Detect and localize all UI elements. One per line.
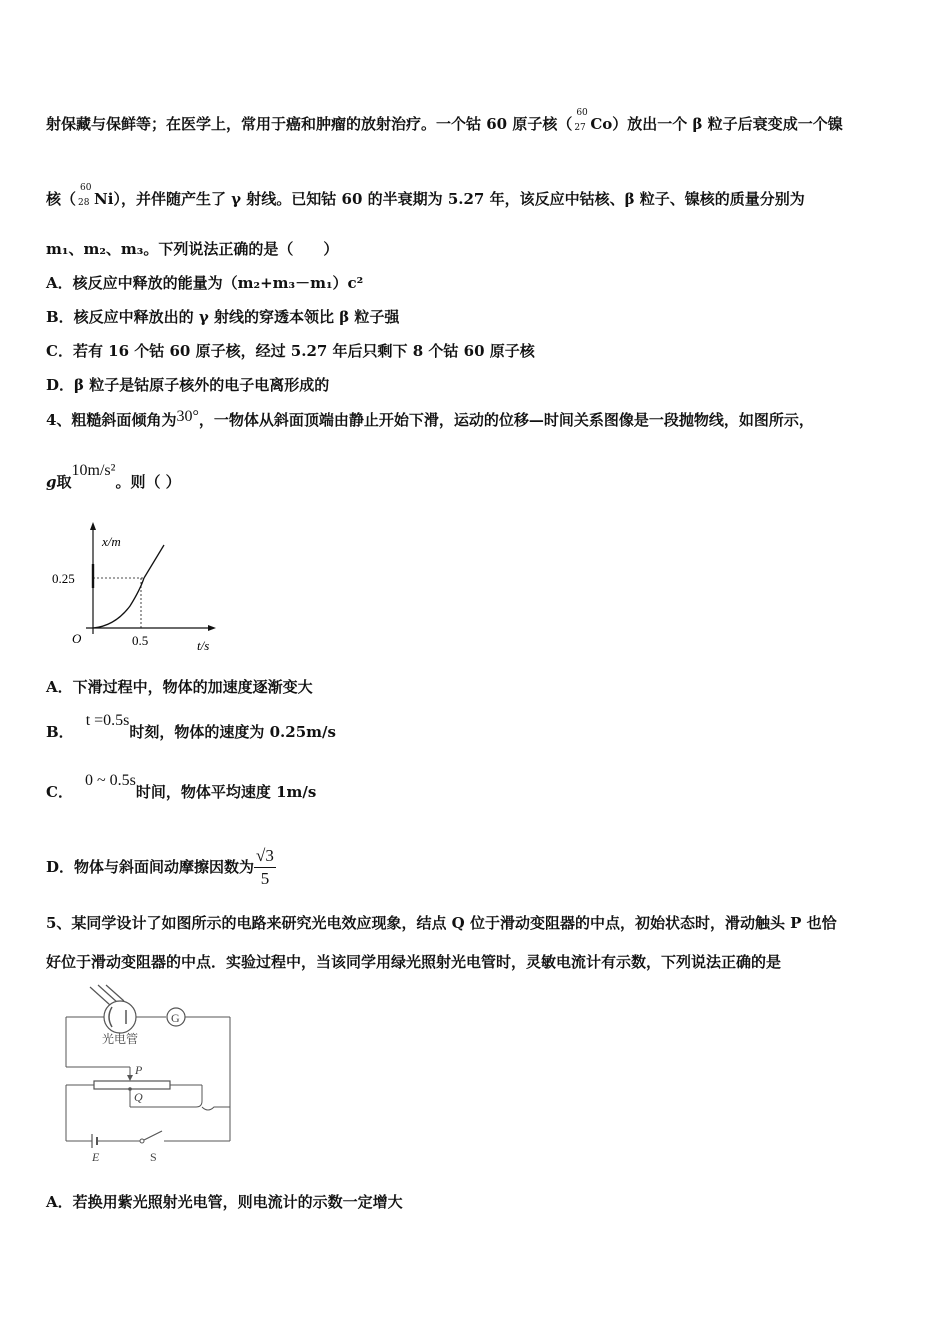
q4-option-a: A．下滑过程中，物体的加速度逐渐变大	[46, 678, 313, 696]
nickel-isotope	[76, 183, 94, 210]
wire-bridge	[202, 1107, 230, 1110]
parabola-curve	[93, 578, 144, 628]
ni-atomic-number: 28	[78, 198, 90, 208]
q4-angle: 30°	[176, 408, 199, 425]
cobalt-isotope	[572, 108, 590, 135]
q4-line1-text-a: 4、粗糙斜面倾角为	[46, 411, 177, 429]
q4-option-b	[46, 712, 336, 743]
fraction-denominator: 5	[260, 868, 270, 888]
y-axis-arrow	[90, 522, 96, 530]
q4-opt-d-text: D．物体与斜面间动摩擦因数为	[46, 858, 255, 876]
meter-label: G	[171, 1011, 180, 1025]
q4-line2-text-b: 。则（ ）	[115, 473, 181, 491]
s-label: S	[150, 1150, 157, 1163]
e-label: E	[92, 1150, 100, 1163]
q3-line1-text-a: 射保藏与保鲜等；在医学上，常用于癌和肿瘤的放射治疗。一个钴 60 原子核（	[46, 115, 573, 133]
q4-g-symbol: g	[46, 473, 57, 491]
q4-line-2	[46, 462, 181, 493]
q3-line-3: m₁、m₂、m₃。下列说法正确的是（ ）	[46, 240, 339, 258]
q3-option-c: C．若有 16 个钴 60 原子核，经过 5.27 年后只剩下 8 个钴 60 原子核	[46, 342, 535, 360]
light-ray	[106, 985, 124, 1001]
switch-pivot	[140, 1139, 144, 1143]
q3-option-b: B．核反应中释放出的 γ 射线的穿透本领比 β 粒子强	[46, 308, 400, 326]
extension-line	[144, 545, 164, 578]
q4-opt-c-math: 0 ~ 0.5s	[84, 772, 136, 789]
q4-opt-b-prefix: B．	[46, 723, 74, 741]
ni-mass-number: 60	[80, 183, 92, 193]
q3-line-1	[46, 108, 843, 135]
q3-line2-text-a: 核（	[46, 190, 77, 208]
x-tick-label: 0.5	[132, 633, 149, 648]
q3-line2-text-b: ），并伴随产生了 γ 射线。已知钴 60 的半衰期为 5.27 年，该反应中钴核、β 粒子、镍核的质量分别为	[113, 190, 805, 208]
switch-lever	[144, 1131, 162, 1140]
q4-opt-d-fraction	[254, 845, 276, 890]
origin-label: O	[72, 631, 82, 646]
q4-opt-c-text: 时间，物体平均速度 1m/s	[135, 783, 317, 801]
q3-option-a: A．核反应中释放的能量为（m₂+m₃－m₁）c²	[46, 274, 364, 292]
q4-opt-b-text: 时刻，物体的速度为 0.25m/s	[129, 723, 336, 741]
q5-line-1: 5、某同学设计了如图所示的电路来研究光电效应现象，结点 Q 位于滑动变阻器的中点，初始状态时，滑动触头 P 也恰	[46, 914, 837, 932]
wire-crossover	[196, 1085, 202, 1107]
co-symbol: Co	[590, 115, 613, 133]
q4-opt-c-prefix: C．	[46, 783, 73, 801]
co-atomic-number: 27	[574, 123, 586, 133]
q4-line-1	[46, 410, 814, 431]
q4-line1-text-b: ，一物体从斜面顶端由静止开始下滑，运动的位移—时间关系图像是一段抛物线，如图所示，	[198, 411, 814, 429]
q3-line1-text-b: ）放出一个 β 粒子后衰变成一个镍	[612, 115, 843, 133]
q3-option-d: D．β 粒子是钴原子核外的电子电离形成的	[46, 376, 330, 394]
q4-g-take: 取	[56, 473, 72, 491]
q4-g-value: 10m/s²	[71, 462, 116, 479]
q4-option-d	[46, 842, 276, 891]
slider-arrow	[127, 1075, 133, 1081]
photoelectric-circuit-diagram	[60, 983, 260, 1163]
ni-symbol: Ni	[94, 190, 114, 208]
q5-option-a: A．若换用紫光照射光电管，则电流计的示数一定增大	[46, 1193, 403, 1211]
fraction-numerator: √3	[254, 845, 276, 868]
light-ray	[90, 987, 110, 1005]
q-label: Q	[134, 1090, 143, 1104]
light-ray	[98, 985, 118, 1003]
q4-opt-b-math: t =0.5s	[85, 712, 130, 729]
rheostat	[94, 1081, 170, 1089]
co-mass-number: 60	[576, 108, 588, 118]
p-label: P	[135, 1063, 143, 1077]
displacement-time-graph	[40, 518, 230, 658]
x-axis-label: t/s	[197, 638, 210, 653]
y-axis-label: x/m	[102, 534, 121, 549]
tube-label: 光电管	[102, 1032, 139, 1046]
q5-line-2: 好位于滑动变阻器的中点．实验过程中，当该同学用绿光照射光电管时，灵敏电流计有示数，下列说法正确的是	[46, 953, 782, 971]
q3-line-2	[46, 183, 805, 210]
y-tick-label: 0.25	[52, 571, 75, 586]
q4-option-c	[46, 772, 317, 803]
x-axis-arrow	[208, 625, 216, 631]
